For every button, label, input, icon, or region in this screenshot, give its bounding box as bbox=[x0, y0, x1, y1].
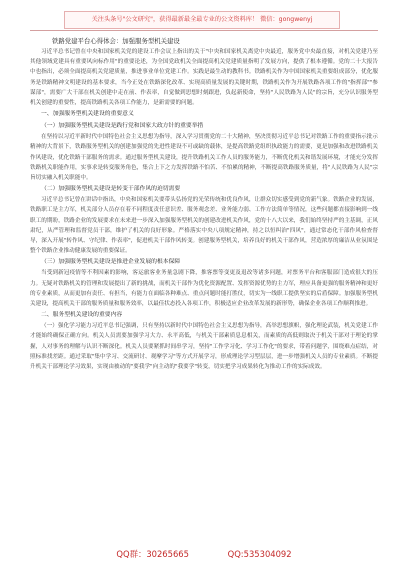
document-body bbox=[30, 34, 378, 372]
paragraph: （一）强化学习能力习近平总书记强调，只有坚持以新时代中国特色社会主义思想为指导，高举思想旗帜，强化理论武装，机关党建工作才能始终确保正确方向。机关人员需要加强学习大力、永平高低，与机关干部素质息息相关，而素质的高低则取决于机关干部对于理论的掌握，人对事务的理解与认识不断深化。机关人员要紧抓时间串学习，坚持"工作学习化、学习工作化"的要求，带着问题学，围绕难点症结，对照标准找差距。通过采取"集中学习、交流研讨、观摩学习"等方式开展学习，形成理论学习型层层，进一步增强机关人员的专业素质。不断提升机关干部理论学习效果，实现由被动的"要我学"向主动的"我要学"转变，切实把学习成果转化为推动工作的实际成效。 bbox=[30, 323, 378, 371]
section-heading: 二、服务型机关建设的重要内容 bbox=[41, 312, 123, 319]
header-rule bbox=[30, 30, 378, 31]
subsection-heading: （二）加强服务型机关建设是转变干部作风的迫切需要 bbox=[41, 186, 181, 193]
paragraph: 在坚持以习近平新时代中国特色社会主义思想为指导，深入学习贯彻党的二十大精神，坚决贯彻习近平总书记对铁路工作的重要指示批示精神的大背景下，铁路服务型机关的创建加强党的先进性建设不可或缺的载体，是提高铁路党组织执政能力的需要，更是加强和改进铁路机关作风建设，优化铁路干部服务的需求。通过服务型机关建设，提升铁路机关工作人员的服务能力，不断优化机关和谐发展环境，才能充分发挥铁路机关职能作用，实事求是转变服务角色，集合上下之力发挥铁路不怕苦、不怕累的精神，不断提高铁路服务质量，将"人民铁路为人民"宗旨切实融入机关职能中。 bbox=[30, 134, 378, 182]
qq-label: QQ:535304092 bbox=[227, 549, 292, 559]
section-heading: 一、加强服务型机关建设的重要意义 bbox=[41, 111, 134, 118]
subsection-heading: （三）加强服务型机关建设是推进企业发展的根本保障 bbox=[41, 259, 181, 266]
document-title: 铁路党建平台心得体会：加强服务型机关建设 bbox=[52, 37, 180, 45]
promo-banner: 关注头条号"公文研究"，获得最新最全最专业的公文资料库！ 微信：gongwenyj bbox=[64, 11, 340, 29]
paragraph: 当受到新冠疫情等不利因素的影响，客运旅客业务量急剧下降，推客票等变更及退改等诸多问题，对票务平台和客服部门造成很大的压力。无疑对铁路机关的管理和发展提出了新的挑战，而机关干部作为优化资源配置、发挥资源优势的主力军，理应具备更强的服务精神和更好的专业素质，从而更加有责任、有担当，有能力在面临各种难点、重点问题时能打胜仗，切实为一线职工提供坚实的后盾保障。加强服务型机关建设，提高机关干部的服务质量和服务效率，以最佳状态投入各项工作，积极适应企业改革发展的新形势，确保企业各项工作顺利推进。 bbox=[30, 270, 378, 308]
paragraph: 习近平总书记曾在中央和国家机关党的建设工作会议上指出的关于"中央和国家机关离党中央最近，服务党中央最直接，对机关党建乃至其他领域党建具有重要风向标作用"的重要论述，为全国党政机关全面提高机关党建质量指明了发展方向，提供了根本遵循。党的二十大报告中也指出，必须全面提高机关党建质量，推进事业单位党建工作。实践是最生动的教科书。铁路机关作为中国国家机关重要组成部分，优化服务是铁路精神文明建设的基本要求，当今正处在铁路深化改革、实现高质量发展的关键时期，铁路机关作为开展铁路各项工作的"指挥部""参谋部"，需要广大干部在机关创建中走在前、作表率，自觉做到思想时刻跟进，负起新使命，坚持"人民铁路为人民"的宗旨，充分认识服务型机关创建的重要性，提高铁路机关各项工作能力，是新需要的问题。 bbox=[30, 49, 378, 107]
page-footer bbox=[0, 548, 408, 560]
subsection-heading: （一）加强服务型机关建设是践行党和国家大政方针的重要举措 bbox=[41, 123, 204, 130]
qq-group-label: QQ群：30265665 bbox=[116, 549, 189, 559]
paragraph: 习近平总书记曾在讲话中指出，中央和国家机关要带头弘扬党的光荣传统和优良作风，让群众切实感受到党的新气象。铁路企业的发展，铁路职工是主力军，机关部分人员存在着不同程度责任意识差、服务观念差、业务能力弱、工作方法简单等情况，这些问题都直接影响到一线职工的期盼，铁路企业的发展要求在未来进一步深入加强服务型机关的创建改进机关作风，党的十八大以来，我们始终坚持严的主基调，正风肃纪，从严管理和监督党员干部，维护了机关的良好形象。严格落实中央八项规定精神，持之以恒纠治"四风"，通过常态化干部作风检查督导，深入开展"转作风、守纪律、作表率"，促进机关干部作风转变。创建服务型机关，培养良好的机关干部作风，营造浓厚的廉洁从业氛围是整个铁路企业推动健康发展的重要保证。 bbox=[30, 197, 378, 255]
